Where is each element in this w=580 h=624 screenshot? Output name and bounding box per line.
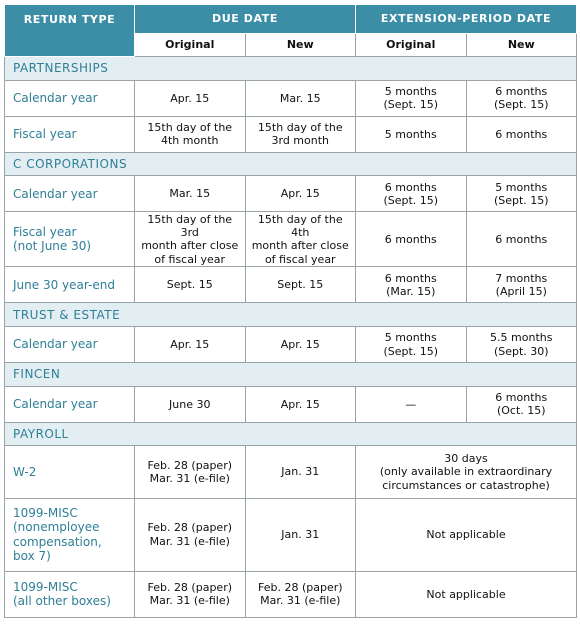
ext-original: 5 months (Sept. 15) (356, 80, 467, 116)
header-due-new: New (245, 34, 356, 57)
due-original: Apr. 15 (135, 80, 246, 116)
header-due-original: Original (135, 34, 246, 57)
table-row (5, 116, 577, 152)
header-ext-original: Original (356, 34, 467, 57)
due-original: 15th day of the 3rd month after close of fiscal year (135, 212, 246, 267)
due-new: Apr. 15 (245, 176, 356, 212)
row-label: Fiscal year (not June 30) (5, 212, 135, 267)
table-row (5, 80, 577, 116)
due-original: June 30 (135, 386, 246, 422)
row-label: Calendar year (5, 176, 135, 212)
row-label: Calendar year (5, 386, 135, 422)
ext-new: 5.5 months (Sept. 30) (466, 327, 577, 363)
row-label: Calendar year (5, 80, 135, 116)
section-fincen: FINCEN (5, 363, 577, 387)
due-new: Jan. 31 (245, 498, 356, 571)
due-original: Sept. 15 (135, 267, 246, 303)
section-payroll: PAYROLL (5, 422, 577, 446)
extension-merged: Not applicable (356, 571, 577, 617)
ext-new: 6 months (466, 116, 577, 152)
due-new: 15th day of the 4th month after close of fiscal year (245, 212, 356, 267)
ext-original: 6 months (Sept. 15) (356, 176, 467, 212)
header-return-type: RETURN TYPE (5, 5, 135, 57)
ext-original: — (356, 386, 467, 422)
table-row (5, 571, 577, 617)
table-row (5, 446, 577, 498)
header-ext-new: New (466, 34, 577, 57)
due-original: Feb. 28 (paper) Mar. 31 (e-file) (135, 498, 246, 571)
ext-original: 6 months (Mar. 15) (356, 267, 467, 303)
due-new: Jan. 31 (245, 446, 356, 498)
extension-merged: Not applicable (356, 498, 577, 571)
due-dates-table (4, 4, 577, 618)
due-new: Apr. 15 (245, 386, 356, 422)
ext-new: 6 months (466, 212, 577, 267)
ext-new: 6 months (Oct. 15) (466, 386, 577, 422)
due-original: 15th day of the 4th month (135, 116, 246, 152)
row-label: Fiscal year (5, 116, 135, 152)
ext-original: 5 months (356, 116, 467, 152)
table-row (5, 498, 577, 571)
row-label: 1099-MISC (nonemployee compensation, box 7) (5, 498, 135, 571)
section-partnerships: PARTNERSHIPS (5, 57, 577, 81)
table-row (5, 267, 577, 303)
row-label: 1099-MISC (all other boxes) (5, 571, 135, 617)
table-row (5, 327, 577, 363)
ext-new: 7 months (April 15) (466, 267, 577, 303)
due-new: Apr. 15 (245, 327, 356, 363)
ext-original: 6 months (356, 212, 467, 267)
ext-original: 5 months (Sept. 15) (356, 327, 467, 363)
due-original: Feb. 28 (paper) Mar. 31 (e-file) (135, 446, 246, 498)
header-due-date: DUE DATE (135, 5, 356, 34)
extension-merged: 30 days (only available in extraordinary circumstances or catastrophe) (356, 446, 577, 498)
section-trust-estate: TRUST & ESTATE (5, 303, 577, 327)
table-row (5, 212, 577, 267)
due-original: Mar. 15 (135, 176, 246, 212)
due-original: Apr. 15 (135, 327, 246, 363)
section-c-corporations: C CORPORATIONS (5, 152, 577, 176)
row-label: W-2 (5, 446, 135, 498)
due-new: Mar. 15 (245, 80, 356, 116)
header-extension: EXTENSION-PERIOD DATE (356, 5, 577, 34)
ext-new: 5 months (Sept. 15) (466, 176, 577, 212)
row-label: Calendar year (5, 327, 135, 363)
row-label: June 30 year-end (5, 267, 135, 303)
ext-new: 6 months (Sept. 15) (466, 80, 577, 116)
due-new: Sept. 15 (245, 267, 356, 303)
due-new: 15th day of the 3rd month (245, 116, 356, 152)
due-original: Feb. 28 (paper) Mar. 31 (e-file) (135, 571, 246, 617)
table-row (5, 176, 577, 212)
due-new: Feb. 28 (paper) Mar. 31 (e-file) (245, 571, 356, 617)
table-row (5, 386, 577, 422)
